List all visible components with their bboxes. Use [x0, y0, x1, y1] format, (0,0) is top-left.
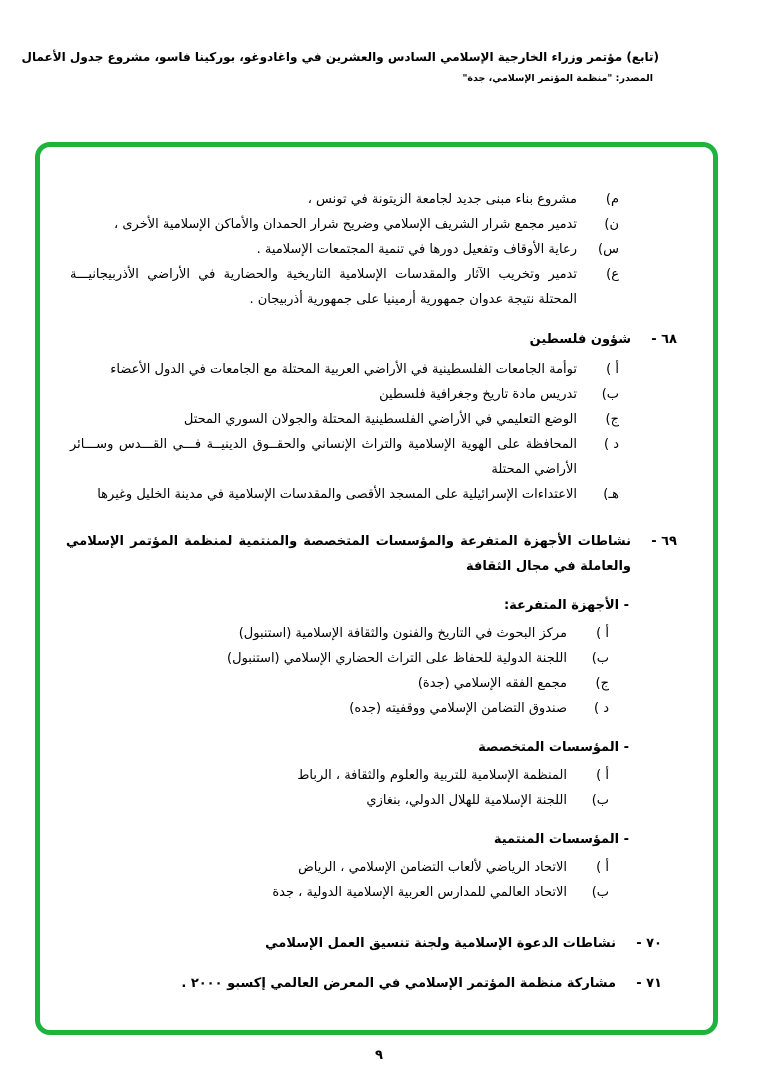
item-marker: د ): [604, 437, 619, 452]
agenda-item-69: [66, 529, 677, 905]
subsection-title: - المؤسسات المتخصصة: [478, 740, 629, 755]
item-text: مجمع الفقه الإسلامي (جدة): [417, 676, 567, 691]
subsection-specialized-institutions: [66, 735, 629, 813]
subsection-affiliated-institutions: [66, 827, 629, 905]
item-marker: ج): [595, 676, 609, 691]
item-marker: أ ): [606, 362, 619, 377]
item-marker: ب): [591, 793, 609, 808]
item-text: تدريس مادة تاريخ وجغرافية فلسطين: [379, 387, 577, 402]
section-body: [66, 529, 631, 905]
item-text: المحافظة على الهوية الإسلامية والتراث الإنساني والحقــوق الدينيــة فـــي القـــدس وســـائر الأراضي المحتلة: [70, 437, 577, 477]
subsection-title: - المؤسسات المنتمية: [493, 832, 629, 847]
list-item: [66, 187, 619, 212]
page-number: ٩: [375, 1048, 383, 1063]
agenda-number: ٦٨ -: [651, 332, 677, 347]
item-marker: أ ): [596, 626, 609, 641]
section-item-list: [66, 763, 609, 813]
item-marker: ب): [591, 885, 609, 900]
item-text: المنظمة الإسلامية للتربية والعلوم والثقافة ، الرباط: [297, 768, 567, 783]
agenda-number: ٧٠ -: [636, 936, 662, 951]
list-item: [66, 621, 609, 646]
item-marker: س): [598, 242, 619, 257]
agenda-item-70: [66, 931, 677, 956]
item-marker: ج): [605, 412, 619, 427]
document-title: (تابع) مؤتمر وزراء الخارجية الإسلامي السادس والعشرين في واغادوغو، بوركينا فاسو، مشروع جدول الأعمال: [21, 50, 659, 64]
subsection-title: - الأجهزة المتفرعة:: [503, 598, 629, 613]
agenda-item-71: [66, 971, 677, 996]
item-text: توأمة الجامعات الفلسطينية في الأراضي العربية المحتلة مع الجامعات في الدول الأعضاء: [110, 362, 577, 377]
agenda-item-68: [66, 327, 677, 507]
section-title: مشاركة منظمة المؤتمر الإسلامي في المعرض العالمي إكسبو ٢٠٠٠ .: [181, 976, 616, 991]
document-source: المصدر: "منظمة المؤتمر الإسلامي، جدة": [462, 73, 653, 84]
item-text: تدمير وتخريب الآثار والمقدسات الإسلامية التاريخية والحضارية في الأراضي الأذربيجانيـــة المحتلة نتيجة عدوان جمهورية أرمينيا على جمهورية أذربيجان .: [70, 267, 577, 307]
list-item: [66, 855, 609, 880]
agenda-number: ٦٩ -: [651, 534, 677, 549]
item-marker: ب): [601, 387, 619, 402]
list-item: [66, 407, 619, 432]
item-text: الوضع التعليمي في الأراضي الفلسطينية المحتلة والجولان السوري المحتل: [183, 412, 577, 427]
item-text: اللجنة الدولية للحفاظ على التراث الحضاري الإسلامي (استنبول): [227, 651, 567, 666]
intro-item-list: [66, 187, 619, 312]
item-text: الاتحاد العالمي للمدارس العربية الإسلامية الدولية ، جدة: [272, 885, 567, 900]
section-body: [66, 327, 631, 507]
item-text: صندوق التضامن الإسلامي ووقفيته (جده): [349, 701, 567, 716]
list-item: [66, 237, 619, 262]
agenda-number: ٧١ -: [636, 976, 662, 991]
item-marker: أ ): [596, 860, 609, 875]
item-text: الاتحاد الرياضي لألعاب التضامن الإسلامي ، الرياض: [298, 860, 567, 875]
item-marker: أ ): [596, 768, 609, 783]
section-title: شؤون فلسطين: [529, 332, 631, 347]
item-marker: د ): [594, 701, 609, 716]
section-title: نشاطات الأجهزة المتفرعة والمؤسسات المتخصصة والمنتمية لمنظمة المؤتمر الإسلامي والعاملة في مجال الثقافة: [66, 534, 631, 574]
section-body: [66, 931, 616, 956]
item-marker: ب): [591, 651, 609, 666]
item-marker: ن): [604, 217, 619, 232]
item-text: مشروع بناء مبنى جديد لجامعة الزيتونة في تونس ،: [307, 192, 577, 207]
item-text: رعاية الأوقاف وتفعيل دورها في تنمية المجتمعات الإسلامية .: [256, 242, 577, 257]
list-item: [66, 382, 619, 407]
section-item-list: [66, 855, 609, 905]
item-text: مركز البحوث في التاريخ والفنون والثقافة الإسلامية (استنبول): [238, 626, 567, 641]
list-item: [66, 880, 609, 905]
item-marker: هـ): [603, 487, 619, 502]
list-item: [66, 432, 619, 482]
page-header: [21, 0, 659, 84]
list-item: [66, 212, 619, 237]
item-marker: م): [605, 192, 619, 207]
item-text: تدمير مجمع شرار الشريف الإسلامي وضريح شرار الحمدان والأماكن الإسلامية الأخرى ،: [114, 217, 577, 232]
section-title: نشاطات الدعوة الإسلامية ولجنة تنسيق العمل الإسلامي: [265, 936, 616, 951]
section-item-list: [66, 357, 619, 507]
subsection-devolved-organs: [66, 593, 629, 721]
list-item: [66, 788, 609, 813]
section-body: [66, 971, 616, 996]
item-text: اللجنة الإسلامية للهلال الدولي، بنغازي: [366, 793, 567, 808]
list-item: [66, 482, 619, 507]
item-text: الاعتداءات الإسرائيلية على المسجد الأقصى والمقدسات الإسلامية في مدينة الخليل وغيرها: [97, 487, 577, 502]
list-item: [66, 262, 619, 312]
section-item-list: [66, 621, 609, 721]
list-item: [66, 696, 609, 721]
list-item: [66, 763, 609, 788]
list-item: [66, 671, 609, 696]
list-item: [66, 646, 609, 671]
item-marker: ع): [606, 267, 619, 282]
content-border-box: [35, 142, 718, 1035]
list-item: [66, 357, 619, 382]
